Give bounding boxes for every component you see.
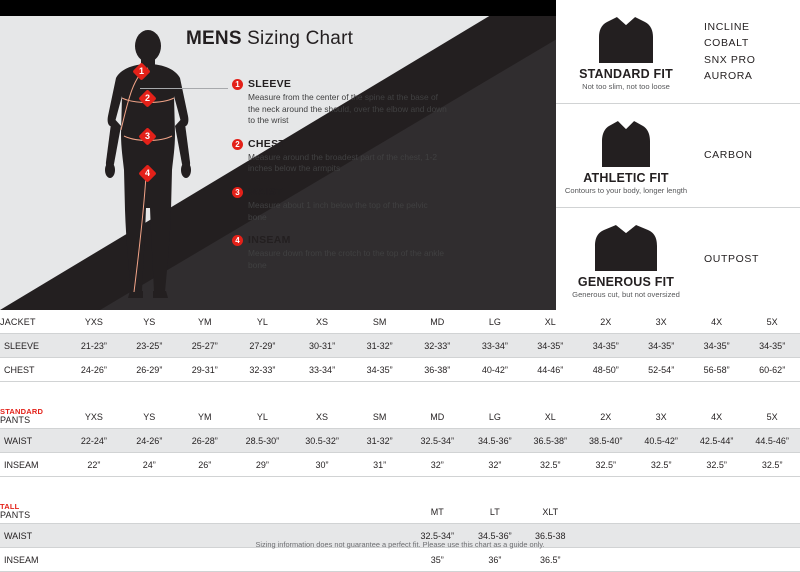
- spants-inseam-lg: 32”: [467, 453, 522, 477]
- jacket-sleeve-ym: 25-27”: [177, 334, 232, 358]
- fit-athletic-models: [696, 147, 800, 163]
- callout-inseam: [232, 234, 447, 271]
- tall-pants-header-row: [0, 500, 800, 524]
- marker-waist: [138, 127, 156, 145]
- tpants-inseam-col10: [578, 548, 633, 572]
- spants-size-ys: YS: [122, 405, 177, 429]
- tall-pants-label: PANTS: [0, 510, 31, 521]
- tpants-size-col1: [66, 500, 121, 524]
- marker-chest-number: 2: [144, 93, 150, 103]
- fit-model-snx-pro: SNX PRO: [704, 53, 756, 66]
- spants-size-lg: LG: [467, 405, 522, 429]
- callout-chest: [232, 138, 447, 175]
- size-tables: [0, 310, 800, 572]
- jacket-chest-ym: 29-31”: [177, 358, 232, 382]
- spants-size-md: MD: [407, 405, 467, 429]
- tpants-size-col12: [689, 500, 744, 524]
- callout-inseam-number: 4: [232, 235, 243, 246]
- callout-inseam-text: Measure down from the crotch to the top of the ankle bone: [248, 248, 444, 270]
- jacket-sleeve-md: 32-33”: [407, 334, 467, 358]
- jacket-size-sm: SM: [352, 310, 407, 334]
- tpants-inseam-col3: [177, 548, 232, 572]
- spants-size-3x: 3X: [633, 405, 688, 429]
- jacket-size-md: MD: [407, 310, 467, 334]
- tpants-size-col3: [177, 500, 232, 524]
- standard-pants-size-table: [0, 405, 800, 500]
- table-spacer: [0, 382, 800, 406]
- fit-generous-models: [696, 251, 800, 267]
- callout-waist-title: WAIST: [248, 185, 283, 198]
- standard-pants-table-label: [0, 405, 66, 429]
- table-row: [0, 453, 800, 477]
- jacket-sleeve-label: SLEEVE: [0, 334, 66, 358]
- jacket-chest-xs: 33-34”: [292, 358, 352, 382]
- fit-generous-visual: [556, 219, 696, 300]
- spants-inseam-ys: 24”: [122, 453, 177, 477]
- jacket-sleeve-lg: 33-34”: [467, 334, 522, 358]
- tpants-size-xlt: XLT: [523, 500, 578, 524]
- callout-waist: [232, 186, 447, 223]
- tpants-inseam-col12: [689, 548, 744, 572]
- jacket-size-lg: LG: [467, 310, 522, 334]
- tpants-inseam-xlt: 36.5”: [523, 548, 578, 572]
- fit-model-aurora: AURORA: [704, 69, 753, 82]
- spants-inseam-3x: 32.5”: [633, 453, 688, 477]
- jacket-athletic-icon: [597, 117, 655, 169]
- marker-waist-number: 3: [144, 131, 150, 141]
- fit-types-panel: [556, 0, 800, 310]
- callout-sleeve-text: Measure from the center of the spine at the base of the neck around the should, over the elbow and down to the wrist: [248, 92, 447, 126]
- fit-generous-desc: Generous cut, but not oversized: [572, 290, 680, 300]
- table-spacer: [0, 477, 800, 501]
- standard-pants-sublabel: STANDARD: [0, 406, 44, 416]
- jacket-size-ym: YM: [177, 310, 232, 334]
- jacket-chest-ys: 26-29”: [122, 358, 177, 382]
- marker-chest: [138, 89, 156, 107]
- spants-waist-label: WAIST: [0, 429, 66, 453]
- jacket-header-row: [0, 310, 800, 334]
- page-title-rest: Sizing Chart: [241, 28, 354, 49]
- tpants-inseam-col6: [352, 548, 407, 572]
- jacket-size-yxs: YXS: [66, 310, 121, 334]
- tpants-inseam-label: INSEAM: [0, 548, 66, 572]
- fit-row-standard: [556, 0, 800, 104]
- table-row: [0, 334, 800, 358]
- standard-pants-label: PANTS: [0, 415, 31, 426]
- table-row: [0, 429, 800, 453]
- tpants-inseam-col13: [744, 548, 800, 572]
- tpants-size-col5: [292, 500, 352, 524]
- callout-sleeve-title: SLEEVE: [248, 78, 292, 90]
- jacket-chest-lg: 40-42”: [467, 358, 522, 382]
- fit-athletic-visual: [556, 115, 696, 196]
- jacket-generous-icon: [590, 221, 662, 273]
- jacket-chest-sm: 34-35”: [352, 358, 407, 382]
- spants-waist-xs: 30.5-32”: [292, 429, 352, 453]
- jacket-chest-label: CHEST: [0, 358, 66, 382]
- jacket-size-5x: 5X: [744, 310, 800, 334]
- jacket-chest-md: 36-38”: [407, 358, 467, 382]
- jacket-sleeve-2x: 34-35”: [578, 334, 633, 358]
- tpants-waist-label: WAIST: [0, 524, 66, 548]
- callout-chest-title: CHEST: [248, 137, 286, 150]
- jacket-chest-xl: 44-46”: [523, 358, 578, 382]
- footnote: Sizing information does not guarantee a perfect fit. Please use this chart as a guide only.: [255, 540, 545, 549]
- jacket-chest-2x: 48-50”: [578, 358, 633, 382]
- spants-waist-yxs: 22-24”: [66, 429, 121, 453]
- spants-size-4x: 4X: [689, 405, 744, 429]
- jacket-table-label: JACKET: [0, 310, 66, 334]
- spants-size-2x: 2X: [578, 405, 633, 429]
- table-row: [0, 358, 800, 382]
- tpants-size-col4: [232, 500, 292, 524]
- callout-sleeve-number: 1: [232, 79, 243, 90]
- spants-inseam-2x: 32.5”: [578, 453, 633, 477]
- callout-chest-number: 2: [232, 139, 243, 150]
- tpants-inseam-lt: 36”: [467, 548, 522, 572]
- table-row: [0, 548, 800, 572]
- spants-waist-sm: 31-32”: [352, 429, 407, 453]
- tpants-size-col11: [633, 500, 688, 524]
- fit-model-incline: INCLINE: [704, 20, 750, 33]
- spants-waist-xl: 36.5-38”: [523, 429, 578, 453]
- tpants-size-mt: MT: [407, 500, 467, 524]
- marker-sleeve-number: 1: [138, 66, 144, 76]
- spants-inseam-label: INSEAM: [0, 453, 66, 477]
- spants-waist-lg: 34.5-36”: [467, 429, 522, 453]
- tpants-inseam-col1: [66, 548, 121, 572]
- standard-pants-header-row: [0, 405, 800, 429]
- jacket-size-4x: 4X: [689, 310, 744, 334]
- spants-inseam-xl: 32.5”: [523, 453, 578, 477]
- fit-generous-name: GENEROUS FIT: [577, 275, 675, 290]
- measure-guide-panel: [0, 0, 556, 310]
- spants-size-yxs: YXS: [66, 405, 121, 429]
- spants-inseam-xs: 30”: [292, 453, 352, 477]
- tpants-waist-xlt: 36.5-38: [523, 524, 578, 548]
- jacket-size-ys: YS: [122, 310, 177, 334]
- spants-inseam-ym: 26”: [177, 453, 232, 477]
- tall-pants-sublabel: TALL: [0, 501, 20, 511]
- jacket-sleeve-yl: 27-29”: [232, 334, 292, 358]
- spants-inseam-4x: 32.5”: [689, 453, 744, 477]
- jacket-chest-yl: 32-33”: [232, 358, 292, 382]
- leader-line-sleeve: [140, 88, 228, 89]
- spants-waist-ym: 26-28”: [177, 429, 232, 453]
- fit-row-athletic: [556, 104, 800, 208]
- jacket-chest-4x: 56-58”: [689, 358, 744, 382]
- tpants-inseam-col2: [122, 548, 177, 572]
- fit-standard-desc: Not too slim, not too loose: [582, 82, 670, 92]
- spants-size-sm: SM: [352, 405, 407, 429]
- spants-waist-2x: 38.5-40”: [578, 429, 633, 453]
- tpants-size-col13: [744, 500, 800, 524]
- tpants-inseam-mt: 35”: [407, 548, 467, 572]
- spants-waist-md: 32.5-34”: [407, 429, 467, 453]
- tpants-size-lt: LT: [467, 500, 522, 524]
- jacket-size-table: [0, 310, 800, 405]
- fit-standard-name: STANDARD FIT: [579, 67, 673, 82]
- spants-size-xs: XS: [292, 405, 352, 429]
- measurement-instructions: [232, 78, 447, 282]
- fit-model-cobalt: COBALT: [704, 37, 749, 50]
- jacket-standard-icon: [593, 13, 659, 65]
- tpants-inseam-col4: [232, 548, 292, 572]
- jacket-size-2x: 2X: [578, 310, 633, 334]
- tpants-inseam-col5: [292, 548, 352, 572]
- spants-waist-yl: 28.5-30”: [232, 429, 292, 453]
- callout-inseam-title: INSEAM: [248, 234, 291, 247]
- jacket-size-3x: 3X: [633, 310, 688, 334]
- fit-model-carbon: CARBON: [704, 149, 753, 162]
- jacket-size-xl: XL: [523, 310, 578, 334]
- marker-inseam-number: 4: [144, 168, 150, 178]
- fit-row-generous: [556, 208, 800, 311]
- jacket-sleeve-3x: 34-35”: [633, 334, 688, 358]
- fit-model-outpost: OUTPOST: [704, 253, 759, 266]
- jacket-size-yl: YL: [232, 310, 292, 334]
- callout-chest-text: Measure around the broadest part of the chest, 1-2 inches below the armpits: [248, 151, 438, 174]
- spants-size-yl: YL: [232, 405, 292, 429]
- spants-inseam-5x: 32.5”: [744, 453, 800, 477]
- jacket-sleeve-xs: 30-31”: [292, 334, 352, 358]
- jacket-chest-5x: 60-62”: [744, 358, 800, 382]
- tall-pants-size-table: [0, 500, 800, 572]
- jacket-size-xs: XS: [292, 310, 352, 334]
- fit-athletic-desc: Contours to your body, longer length: [564, 186, 688, 196]
- spants-size-5x: 5X: [744, 405, 800, 429]
- callout-waist-text: Measure about 1 inch below the top of the pelvic bone: [248, 199, 428, 222]
- jacket-chest-3x: 52-54”: [633, 358, 688, 382]
- tpants-waist-lt: 34.5-36”: [467, 524, 522, 548]
- tall-pants-table-label: [0, 500, 66, 524]
- spants-inseam-md: 32”: [407, 453, 467, 477]
- spants-waist-4x: 42.5-44”: [689, 429, 744, 453]
- spants-size-xl: XL: [523, 405, 578, 429]
- jacket-sleeve-xl: 34-35”: [523, 334, 578, 358]
- fit-athletic-name: ATHLETIC FIT: [583, 171, 669, 186]
- tpants-size-col6: [352, 500, 407, 524]
- callout-waist-number: 3: [232, 187, 243, 198]
- marker-sleeve: [132, 62, 150, 80]
- tpants-waist-mt: 32.5-34”: [407, 524, 467, 548]
- spants-waist-3x: 40.5-42”: [633, 429, 688, 453]
- jacket-chest-yxs: 24-26”: [66, 358, 121, 382]
- page-title: [186, 28, 353, 50]
- spants-inseam-yxs: 22”: [66, 453, 121, 477]
- tpants-inseam-col11: [633, 548, 688, 572]
- callout-sleeve: [232, 78, 447, 127]
- tpants-size-col10: [578, 500, 633, 524]
- page-title-bold: MENS: [186, 28, 242, 49]
- spants-inseam-yl: 29”: [232, 453, 292, 477]
- spants-waist-5x: 44.5-46”: [744, 429, 800, 453]
- jacket-sleeve-yxs: 21-23”: [66, 334, 121, 358]
- fit-standard-models: [696, 19, 800, 84]
- jacket-sleeve-sm: 31-32”: [352, 334, 407, 358]
- spants-size-ym: YM: [177, 405, 232, 429]
- spants-inseam-sm: 31”: [352, 453, 407, 477]
- jacket-sleeve-4x: 34-35”: [689, 334, 744, 358]
- tpants-size-col2: [122, 500, 177, 524]
- male-body-figure: [88, 30, 208, 300]
- jacket-sleeve-ys: 23-25”: [122, 334, 177, 358]
- jacket-sleeve-5x: 34-35”: [744, 334, 800, 358]
- fit-standard-visual: [556, 11, 696, 92]
- top-black-bar: [0, 0, 556, 16]
- spants-waist-ys: 24-26”: [122, 429, 177, 453]
- marker-inseam: [138, 164, 156, 182]
